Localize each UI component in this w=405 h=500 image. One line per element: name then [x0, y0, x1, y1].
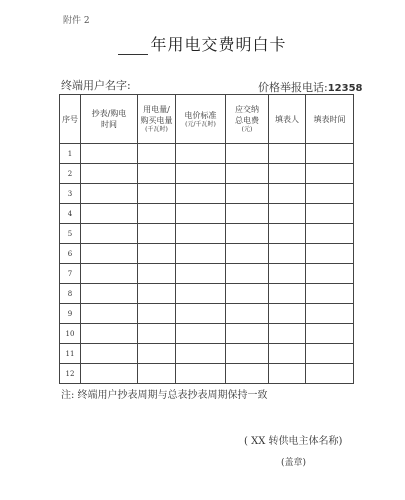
table-cell: [81, 284, 138, 304]
table-cell: [81, 224, 138, 244]
header-read-time: 抄表/购电 时间: [81, 95, 138, 144]
table-cell: [176, 164, 226, 184]
table-cell: [269, 144, 306, 164]
page-title: 年用电交费明白卡: [150, 35, 287, 54]
table-cell: [138, 324, 176, 344]
table-cell: [176, 364, 226, 384]
table-cell: [176, 144, 226, 164]
table-cell: [226, 364, 269, 384]
row-number: 9: [60, 304, 81, 324]
table-cell: [226, 204, 269, 224]
table-body: [60, 144, 354, 384]
table-cell: [176, 344, 226, 364]
table-cell: [306, 324, 354, 344]
table-cell: [269, 344, 306, 364]
table-cell: [138, 184, 176, 204]
seal-label: (盖章): [281, 458, 307, 468]
table-cell: [226, 244, 269, 264]
table-cell: [138, 344, 176, 364]
row-number: 8: [60, 284, 81, 304]
table-cell: [226, 184, 269, 204]
table-cell: [81, 344, 138, 364]
table-cell: [306, 204, 354, 224]
table-cell: [176, 204, 226, 224]
table-cell: [269, 364, 306, 384]
row-number: 3: [60, 184, 81, 204]
table-row: [60, 164, 354, 184]
table-row: [60, 224, 354, 244]
table-cell: [176, 264, 226, 284]
table-row: [60, 284, 354, 304]
table-cell: [269, 184, 306, 204]
table-cell: [81, 144, 138, 164]
table-row: [60, 264, 354, 284]
table-row: [60, 304, 354, 324]
row-number: 7: [60, 264, 81, 284]
header-price: 电价标准 (元/千瓦时): [176, 95, 226, 144]
row-number: 5: [60, 224, 81, 244]
table-cell: [306, 224, 354, 244]
table-cell: [226, 264, 269, 284]
table-cell: [138, 144, 176, 164]
table-cell: [269, 304, 306, 324]
table-cell: [138, 284, 176, 304]
table-cell: [138, 264, 176, 284]
table-cell: [306, 344, 354, 364]
table-cell: [269, 244, 306, 264]
row-number: 1: [60, 144, 81, 164]
table-cell: [269, 324, 306, 344]
table-row: [60, 204, 354, 224]
row-number: 12: [60, 364, 81, 384]
table-row: [60, 184, 354, 204]
phone-number: 12358: [327, 83, 363, 94]
table-cell: [176, 224, 226, 244]
row-number: 2: [60, 164, 81, 184]
header-filler: 填表人: [269, 95, 306, 144]
row-number: 10: [60, 324, 81, 344]
table-cell: [226, 344, 269, 364]
table-cell: [269, 164, 306, 184]
table-cell: [176, 284, 226, 304]
table-cell: [176, 324, 226, 344]
table-cell: [81, 304, 138, 324]
table-row: [60, 344, 354, 364]
table-cell: [306, 264, 354, 284]
header-serial: 序号: [60, 95, 81, 144]
table-cell: [81, 164, 138, 184]
table-cell: [306, 284, 354, 304]
table-cell: [81, 244, 138, 264]
title-block: [0, 32, 405, 55]
table-cell: [138, 224, 176, 244]
header-total-fee: 应交纳 总电费 (元): [226, 95, 269, 144]
attachment-label: 附件 2: [63, 16, 90, 26]
table-cell: [226, 324, 269, 344]
table-cell: [176, 304, 226, 324]
header-usage: 用电量/ 购买电量 (千瓦时): [138, 95, 176, 144]
table-cell: [306, 144, 354, 164]
table-cell: [81, 364, 138, 384]
row-number: 4: [60, 204, 81, 224]
table-cell: [226, 224, 269, 244]
table-cell: [176, 244, 226, 264]
phone-label: 价格举报电话:: [258, 81, 328, 94]
year-blank: [118, 40, 148, 55]
table-cell: [269, 224, 306, 244]
table-cell: [269, 204, 306, 224]
table-cell: [176, 184, 226, 204]
row-number: 11: [60, 344, 81, 364]
footnote: 注: 终端用户抄表周期与总表抄表周期保持一致: [61, 390, 268, 401]
table-cell: [306, 364, 354, 384]
table-row: [60, 324, 354, 344]
table-cell: [138, 304, 176, 324]
table-cell: [226, 284, 269, 304]
table-cell: [81, 324, 138, 344]
header-fill-time: 填表时间: [306, 95, 354, 144]
table-cell: [138, 244, 176, 264]
table-cell: [226, 164, 269, 184]
table-cell: [226, 144, 269, 164]
issuer-name: ( XX 转供电主体名称): [244, 436, 343, 447]
table-header-row: [60, 95, 354, 144]
table-cell: [306, 244, 354, 264]
table-cell: [269, 264, 306, 284]
table-cell: [81, 264, 138, 284]
table-row: [60, 244, 354, 264]
table-cell: [306, 184, 354, 204]
table-cell: [306, 164, 354, 184]
table-cell: [138, 364, 176, 384]
table-row: [60, 364, 354, 384]
table-row: [60, 144, 354, 164]
row-number: 6: [60, 244, 81, 264]
table-cell: [81, 204, 138, 224]
payment-table: [59, 94, 354, 384]
table-cell: [138, 164, 176, 184]
phone-field: [258, 79, 363, 95]
table-cell: [138, 204, 176, 224]
table-cell: [269, 284, 306, 304]
table-cell: [306, 304, 354, 324]
table-cell: [226, 304, 269, 324]
user-name-label: 终端用户名字:: [61, 79, 131, 92]
table-cell: [81, 184, 138, 204]
